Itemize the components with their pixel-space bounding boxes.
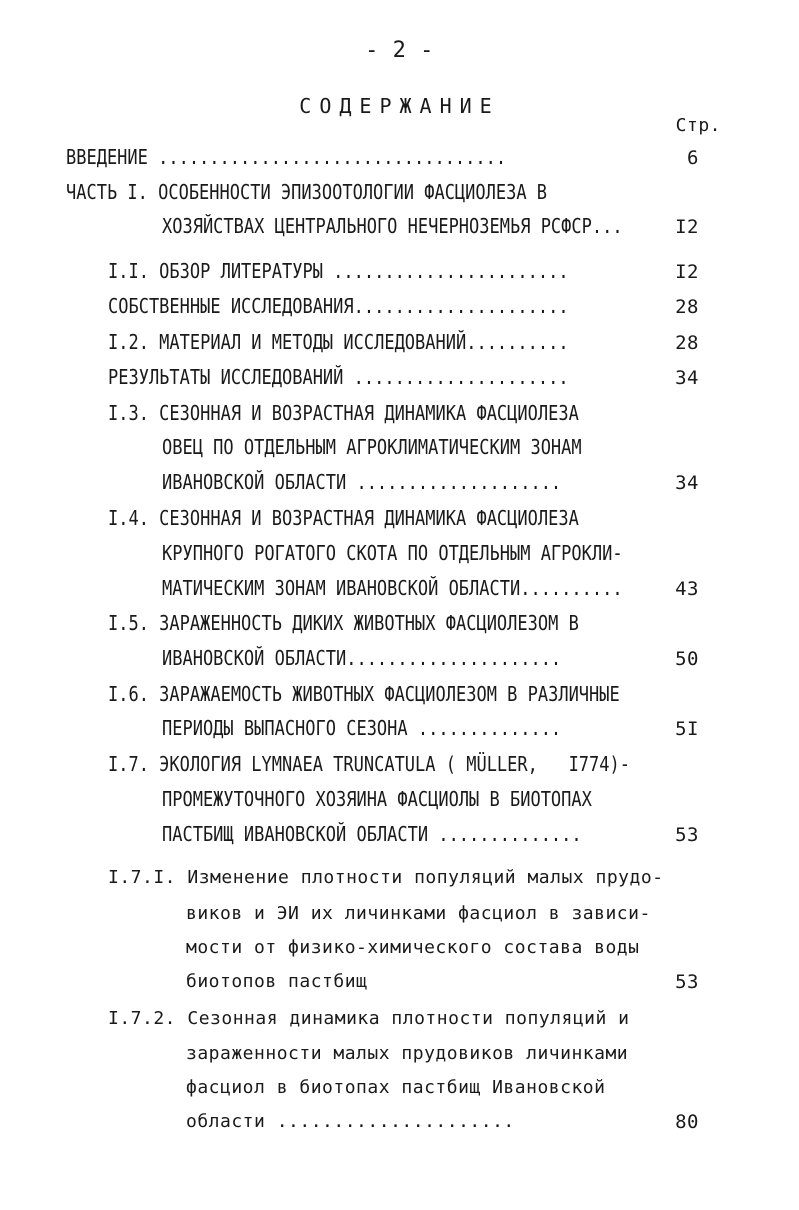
document-title: СОДЕРЖАНИЕ	[299, 94, 500, 118]
toc-line: I.I. ОБЗОР ЛИТЕРАТУРЫ .......................	[108, 260, 569, 284]
page-number: - 2 -	[365, 38, 434, 63]
toc-page-number: 34	[675, 472, 699, 494]
toc-line: I.4. СЕЗОННАЯ И ВОЗРАСТНАЯ ДИНАМИКА ФАСЦИОЛЕЗА	[108, 507, 579, 531]
toc-line: области .....................	[186, 1111, 515, 1132]
toc-line: ПЕРИОДЫ ВЫПАСНОГО СЕЗОНА ..............	[162, 717, 562, 741]
toc-line: ИВАНОВСКОЙ ОБЛАСТИ.....................	[162, 647, 562, 671]
toc-line: КРУПНОГО РОГАТОГО СКОТА ПО ОТДЕЛЬНЫМ АГРОКЛИ-	[162, 542, 623, 566]
toc-line: биотопов пастбищ	[186, 971, 368, 992]
toc-line: ПРОМЕЖУТОЧНОГО ХОЗЯИНА ФАСЦИОЛЫ В БИОТОПАХ	[162, 788, 592, 812]
toc-page-number: I2	[675, 216, 699, 238]
toc-line: ХОЗЯЙСТВАХ ЦЕНТРАЛЬНОГО НЕЧЕРНОЗЕМЬЯ РСФСР...	[162, 215, 623, 239]
toc-line: ВВЕДЕНИЕ ..................................	[66, 146, 507, 170]
toc-page-number: 43	[675, 578, 699, 600]
toc-line: СОБСТВЕННЫЕ ИССЛЕДОВАНИЯ.....................	[108, 295, 569, 319]
toc-line: МАТИЧЕСКИМ ЗОНАМ ИВАНОВСКОЙ ОБЛАСТИ..........	[162, 577, 623, 601]
toc-page-number: 34	[675, 367, 699, 389]
toc-page-number: 28	[675, 332, 699, 354]
toc-line: I.7. ЭКОЛОГИЯ LYMNAEA TRUNCATULA ( MÜLLER, I774)-	[108, 753, 630, 777]
toc-line: РЕЗУЛЬТАТЫ ИССЛЕДОВАНИЙ .....................	[108, 366, 569, 390]
toc-line: ИВАНОВСКОЙ ОБЛАСТИ ....................	[162, 471, 562, 495]
toc-line: I.7.2. Сезонная динамика плотности популяций и	[108, 1008, 630, 1029]
toc-line: I.5. ЗАРАЖЕННОСТЬ ДИКИХ ЖИВОТНЫХ ФАСЦИОЛЕЗОМ В	[108, 612, 579, 636]
toc-page-number: I2	[675, 261, 699, 283]
page-column-header: Стр.	[675, 115, 721, 136]
toc-line: ОВЕЦ ПО ОТДЕЛЬНЫМ АГРОКЛИМАТИЧЕСКИМ ЗОНАМ	[162, 436, 582, 460]
toc-page-number: 5I	[675, 718, 699, 740]
toc-line: фасциол в биотопах пастбищ Ивановской	[186, 1077, 606, 1098]
toc-line: ПАСТБИЩ ИВАНОВСКОЙ ОБЛАСТИ ..............	[162, 823, 582, 847]
toc-line: ЧАСТЬ I. ОСОБЕННОСТИ ЭПИЗООТОЛОГИИ ФАСЦИОЛЕЗА В	[66, 181, 548, 205]
toc-line: I.6. ЗАРАЖАЕМОСТЬ ЖИВОТНЫХ ФАСЦИОЛЕЗОМ В РАЗЛИЧНЫЕ	[108, 683, 620, 707]
toc-page-number: 50	[675, 648, 699, 670]
toc-page-number: 6	[687, 147, 699, 169]
toc-page-number: 80	[675, 1111, 699, 1133]
toc-page-number: 28	[675, 296, 699, 318]
toc-line: I.7.I. Изменение плотности популяций малых прудо-	[108, 867, 664, 888]
toc-line: виков и ЭИ их личинками фасциол в зависи-	[186, 903, 651, 924]
toc-line: зараженности малых прудовиков личинками	[186, 1043, 629, 1064]
toc-line: мости от физико-химического состава воды	[186, 937, 640, 958]
toc-page-number: 53	[675, 824, 699, 846]
toc-line: I.3. СЕЗОННАЯ И ВОЗРАСТНАЯ ДИНАМИКА ФАСЦИОЛЕЗА	[108, 402, 579, 426]
toc-page-number: 53	[675, 971, 699, 993]
toc-line: I.2. МАТЕРИАЛ И МЕТОДЫ ИССЛЕДОВАНИЙ..........	[108, 331, 569, 355]
